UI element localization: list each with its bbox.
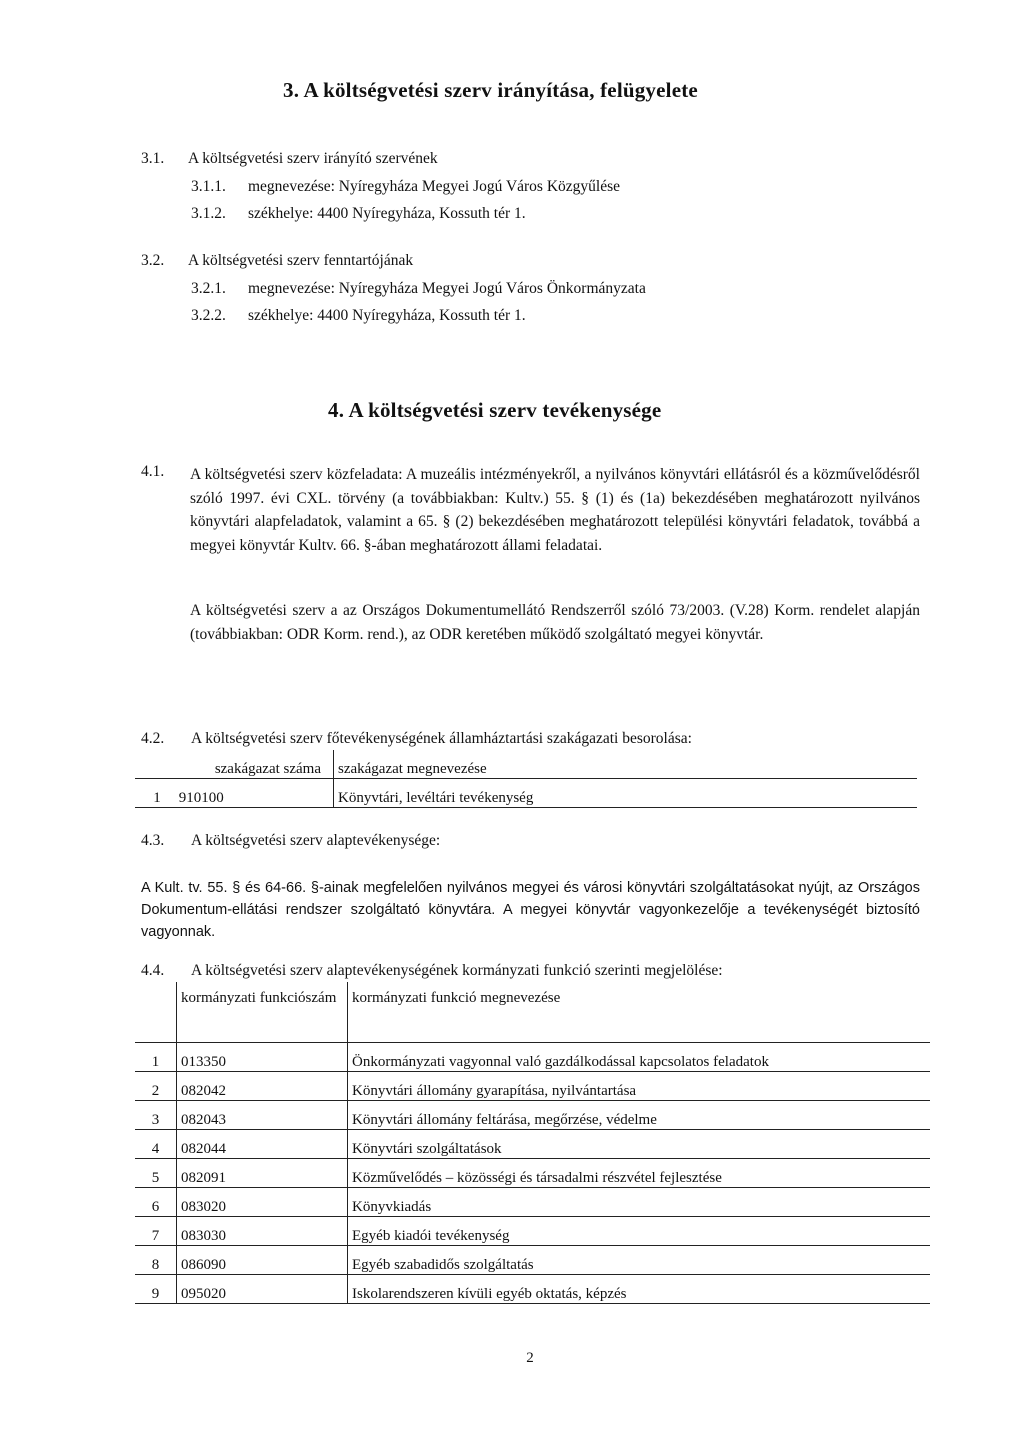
header-function-name: kormányzati funkció megnevezése xyxy=(348,982,931,1043)
function-name: Könyvtári állomány feltárása, megőrzése, védelme xyxy=(348,1101,931,1130)
item-number: 3.2.1. xyxy=(191,280,226,297)
item-3-1-1 xyxy=(191,178,620,196)
function-code: 095020 xyxy=(177,1275,348,1304)
function-code: 082043 xyxy=(177,1101,348,1130)
function-name: Könyvtári szolgáltatások xyxy=(348,1130,931,1159)
item-4-4 xyxy=(141,962,723,980)
item-text: megnevezése: Nyíregyháza Megyei Jogú Város Közgyűlése xyxy=(248,178,621,195)
item-text: székhelye: 4400 Nyíregyháza, Kossuth tér 1. xyxy=(248,205,526,222)
item-text: A költségvetési szerv alaptevékenysége: xyxy=(191,832,441,849)
item-4-3-paragraph: A Kult. tv. 55. § és 64-66. §-ainak megfelelően nyilvános megyei és városi könyvtári szolgáltatásokat nyújt, az Országos Dokumentum-ellátási rendszer szolgáltató könyvtára. A megyei könyvtár vagyonkezelője a tevékenységét biztosító vagyonnak. xyxy=(141,880,920,940)
item-4-1-paragraph-2: A költségvetési szerv a az Országos Dokumentumellátó Rendszerről szóló 73/2003. (V.28) Korm. rendelet alapján (továbbiakban: ODR Korm. rend.), az ODR keretében működő szolgáltató megyei könyvtár. xyxy=(190,602,920,643)
function-code: 082091 xyxy=(177,1159,348,1188)
function-name: Önkormányzati vagyonnal való gazdálkodással kapcsolatos feladatok xyxy=(348,1043,931,1072)
item-number: 4.2. xyxy=(141,730,165,747)
function-name: Iskolarendszeren kívüli egyéb oktatás, képzés xyxy=(348,1275,931,1304)
function-code: 013350 xyxy=(177,1043,348,1072)
function-name: Könyvtári állomány gyarapítása, nyilvántartása xyxy=(348,1072,931,1101)
row-index: 4 xyxy=(135,1130,177,1159)
table-row xyxy=(135,1043,930,1072)
item-text: A költségvetési szerv fenntartójának xyxy=(188,252,414,269)
item-text: megnevezése: Nyíregyháza Megyei Jogú Város Önkormányzata xyxy=(248,280,646,297)
sector-name-cell: Könyvtári, levéltári tevékenység xyxy=(334,779,918,808)
table-row xyxy=(135,1275,930,1304)
table-row xyxy=(135,1246,930,1275)
item-3-1-2 xyxy=(191,205,526,223)
item-number: 4.4. xyxy=(141,962,165,979)
section-4-heading: 4. A költségvetési szerv tevékenysége xyxy=(328,398,662,422)
item-4-2 xyxy=(141,730,692,748)
row-index: 2 xyxy=(135,1072,177,1101)
header-function-number: kormányzati funkciószám xyxy=(177,982,348,1043)
item-3-1 xyxy=(141,150,438,168)
item-3-2 xyxy=(141,252,413,270)
table-row xyxy=(135,1188,930,1217)
item-number: 3.2.2. xyxy=(191,307,226,324)
item-3-2-1 xyxy=(191,280,646,298)
sector-code: 910100 xyxy=(178,790,224,806)
item-number: 3.1.2. xyxy=(191,205,226,222)
function-code: 083030 xyxy=(177,1217,348,1246)
row-index: 1 xyxy=(153,790,161,806)
item-text: A költségvetési szerv főtevékenységének államháztartási szakágazati besorolása: xyxy=(191,730,692,747)
table-row xyxy=(135,1101,930,1130)
item-3-2-2 xyxy=(191,307,526,325)
item-text: székhelye: 4400 Nyíregyháza, Kossuth tér 1. xyxy=(248,307,526,324)
table-row xyxy=(135,1130,930,1159)
table-row xyxy=(135,1217,930,1246)
row-index: 1 xyxy=(135,1043,177,1072)
row-index: 7 xyxy=(135,1217,177,1246)
function-code: 082042 xyxy=(177,1072,348,1101)
table-header-row xyxy=(135,750,917,779)
row-index: 6 xyxy=(135,1188,177,1217)
item-number: 4.3. xyxy=(141,832,165,849)
row-index: 9 xyxy=(135,1275,177,1304)
row-index: 3 xyxy=(135,1101,177,1130)
item-number: 3.1.1. xyxy=(191,178,226,195)
item-4-1-text: A költségvetési szerv közfeladata: A muzeális intézményekről, a nyilvános könyvtári ellátásról és a közművelődésről szóló 1997. évi CXL. törvény (a továbbiakban: Kultv.) 55. § (1) és (1a) bekezdésében meghatározott nyilvános könyvtári alapfeladatok, valamint a 65. § (2) bekezdésében meghatározott települési könyvtári feladatok, továbbá a megyei könyvtár Kultv. 66. §-ában meghatározott állami feladatai. xyxy=(190,466,920,554)
government-function-table xyxy=(135,982,930,1304)
function-code: 086090 xyxy=(177,1246,348,1275)
sector-classification-table xyxy=(135,750,917,808)
table-header-row xyxy=(135,982,930,1043)
sector-number-cell xyxy=(135,779,334,808)
header-index xyxy=(135,982,177,1043)
item-text: A költségvetési szerv irányító szervének xyxy=(188,150,438,167)
item-4-3 xyxy=(141,832,440,850)
section-3-heading: 3. A költségvetési szerv irányítása, felügyelete xyxy=(283,78,698,102)
table-row xyxy=(135,779,917,808)
item-text: A költségvetési szerv alaptevékenységének kormányzati funkció szerinti megjelölése: xyxy=(191,962,723,979)
item-4-1-number: 4.1. xyxy=(141,463,165,480)
item-number: 3.2. xyxy=(141,252,165,269)
header-sector-number: szakágazat száma xyxy=(135,750,334,779)
row-index: 8 xyxy=(135,1246,177,1275)
function-name: Egyéb szabadidős szolgáltatás xyxy=(348,1246,931,1275)
function-code: 083020 xyxy=(177,1188,348,1217)
row-index: 5 xyxy=(135,1159,177,1188)
page-number: 2 xyxy=(526,1350,534,1366)
table-row xyxy=(135,1159,930,1188)
item-number: 3.1. xyxy=(141,150,165,167)
function-name: Közművelődés – közösségi és társadalmi részvétel fejlesztése xyxy=(348,1159,931,1188)
function-code: 082044 xyxy=(177,1130,348,1159)
header-sector-name: szakágazat megnevezése xyxy=(334,750,918,779)
table-row xyxy=(135,1072,930,1101)
function-name: Könyvkiadás xyxy=(348,1188,931,1217)
function-name: Egyéb kiadói tevékenység xyxy=(348,1217,931,1246)
